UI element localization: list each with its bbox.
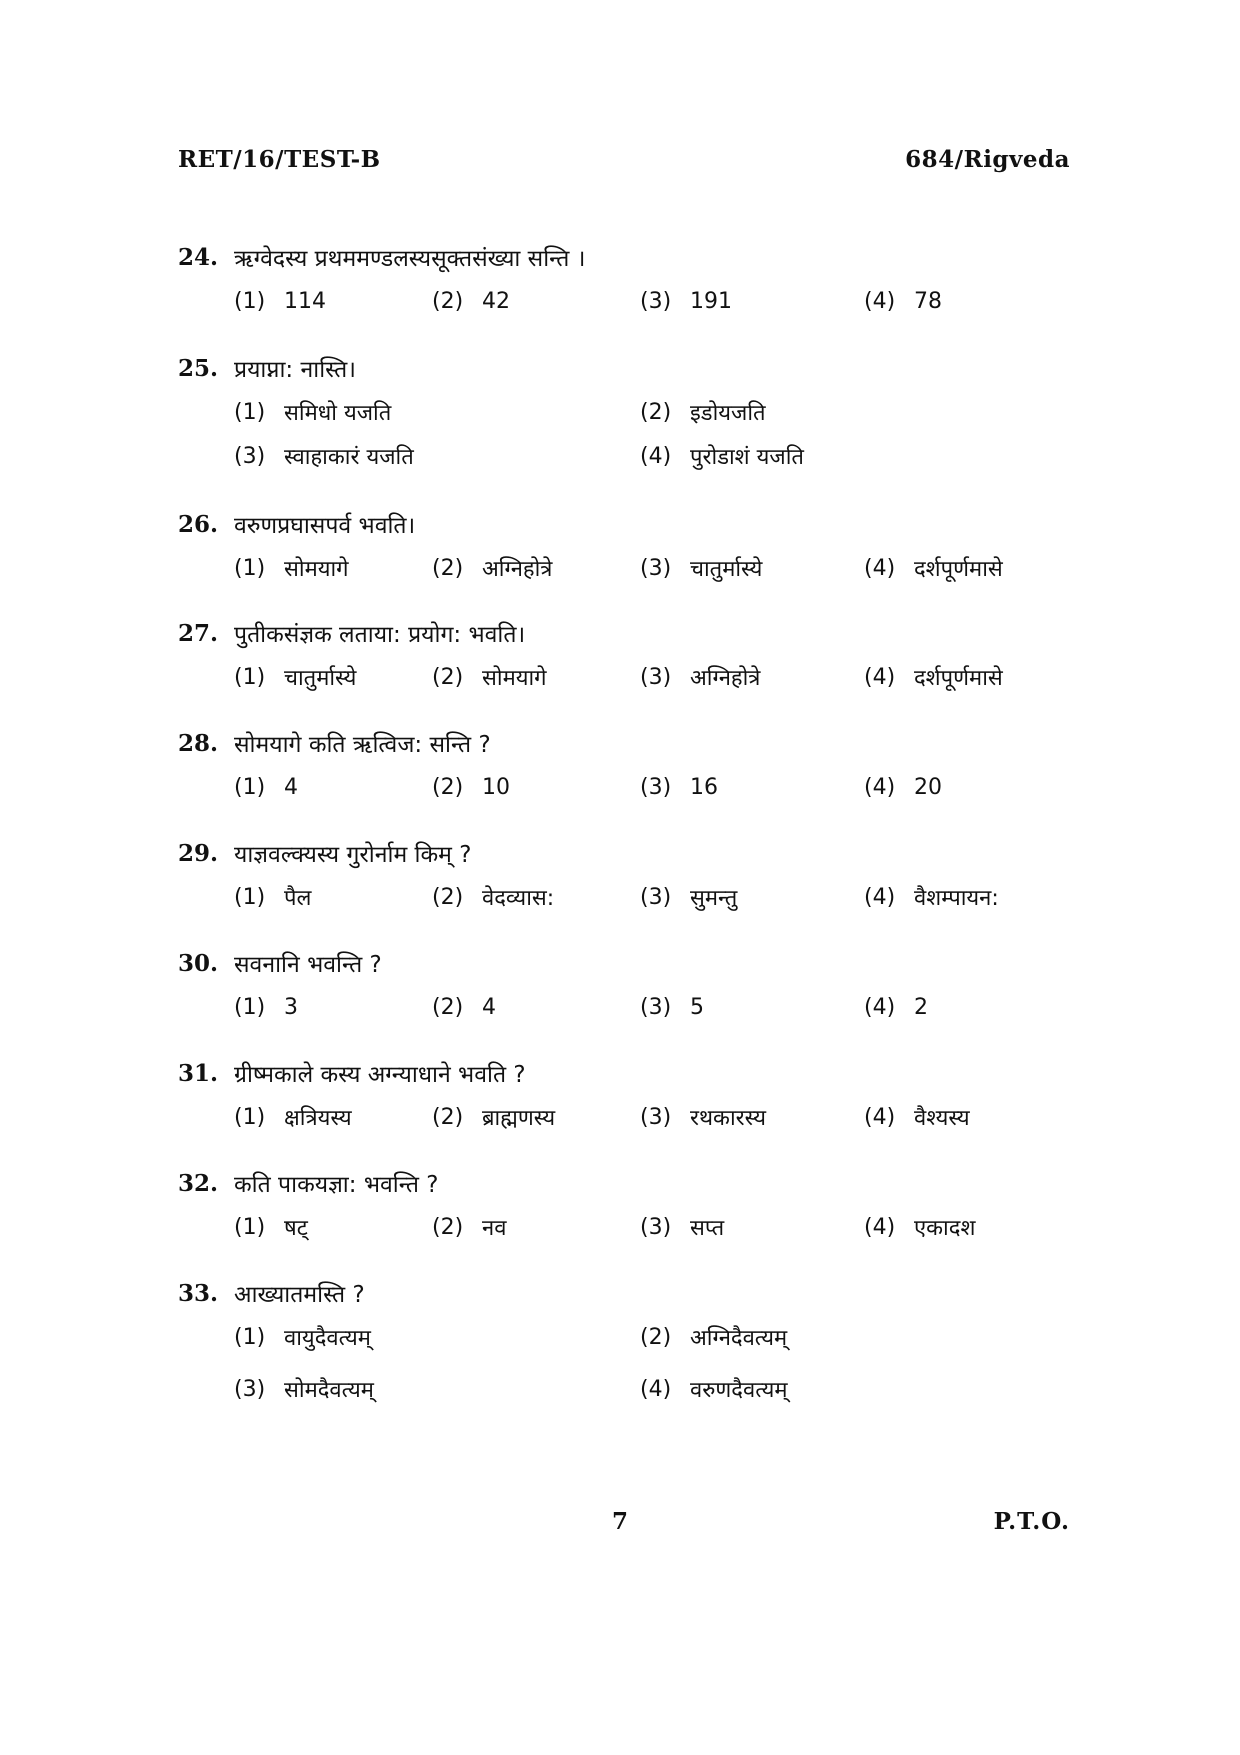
question-30 <box>178 941 1078 1029</box>
option-2: (2) 10 <box>432 774 510 800</box>
option-2: (2) ब्राह्मणस्य <box>432 1104 556 1131</box>
question-31 <box>178 1051 1078 1139</box>
option-4: (4) वरुणदैवत्यम् <box>640 1376 788 1403</box>
question-29 <box>178 831 1078 919</box>
option-2: (2) अग्निदैवत्यम् <box>640 1324 788 1351</box>
options <box>234 985 1078 1029</box>
option-1: (1) समिधो यजति <box>234 399 392 426</box>
option-2: (2) वेदव्यास: <box>432 884 555 911</box>
option-1: (1) 114 <box>234 288 326 314</box>
options <box>234 546 1078 590</box>
option-4: (4) वैशम्पायन: <box>864 884 999 911</box>
options <box>234 1205 1078 1249</box>
question-number: 30. <box>178 949 219 977</box>
question-25 <box>178 346 1078 478</box>
question-text: ऋग्वेदस्य प्रथममण्डलस्यसूक्तसंख्या सन्ति । <box>234 246 586 272</box>
option-1: (1) चातुर्मास्ये <box>234 664 357 691</box>
option-3: (3) स्वाहाकारं यजति <box>234 443 414 470</box>
option-4: (4) पुरोडाशं यजति <box>640 443 804 470</box>
option-2: (2) नव <box>432 1214 507 1241</box>
question-24 <box>178 235 1078 323</box>
options <box>234 655 1078 699</box>
question-text: आख्यातमस्ति ? <box>234 1282 365 1308</box>
question-33 <box>178 1271 1078 1411</box>
option-3: (3) सोमदैवत्यम् <box>234 1376 374 1403</box>
option-4: (4) एकादश <box>864 1214 976 1241</box>
option-3: (3) चातुर्मास्ये <box>640 555 763 582</box>
question-number: 24. <box>178 243 219 271</box>
option-1: (1) षट् <box>234 1214 308 1241</box>
option-3: (3) रथकारस्य <box>640 1104 766 1131</box>
option-2: (2) 4 <box>432 994 496 1020</box>
option-2: (2) इडोयजति <box>640 399 766 426</box>
option-3: (3) अग्निहोत्रे <box>640 664 761 691</box>
question-number: 31. <box>178 1059 219 1087</box>
option-4: (4) 20 <box>864 774 942 800</box>
option-4: (4) वैश्यस्य <box>864 1104 970 1131</box>
question-32 <box>178 1161 1078 1249</box>
question-text: प्रयाप्ना: नास्ति। <box>234 357 356 383</box>
option-4: (4) 78 <box>864 288 942 314</box>
question-text: याज्ञवल्क्यस्य गुरोर्नाम किम् ? <box>234 842 472 868</box>
question-text: सोमयागे कति ऋत्विज: सन्ति ? <box>234 732 491 758</box>
option-4: (4) दर्शपूर्णमासे <box>864 555 1003 582</box>
option-3: (3) 191 <box>640 288 732 314</box>
options <box>234 1315 1078 1411</box>
question-text: सवनानि भवन्ति ? <box>234 952 382 978</box>
question-number: 26. <box>178 510 219 538</box>
options <box>234 390 1078 478</box>
option-1: (1) 3 <box>234 994 298 1020</box>
question-number: 27. <box>178 619 219 647</box>
question-number: 29. <box>178 839 219 867</box>
question-text: ग्रीष्मकाले कस्य अग्न्याधाने भवति ? <box>234 1062 526 1088</box>
option-4: (4) 2 <box>864 994 928 1020</box>
question-number: 32. <box>178 1169 219 1197</box>
options <box>234 875 1078 919</box>
question-number: 28. <box>178 729 219 757</box>
option-3: (3) 16 <box>640 774 718 800</box>
question-number: 25. <box>178 354 219 382</box>
option-1: (1) सोमयागे <box>234 555 349 582</box>
option-2: (2) सोमयागे <box>432 664 547 691</box>
question-26 <box>178 502 1078 590</box>
option-3: (3) 5 <box>640 994 704 1020</box>
option-4: (4) दर्शपूर्णमासे <box>864 664 1003 691</box>
option-3: (3) सुमन्तु <box>640 884 738 911</box>
option-2: (2) 42 <box>432 288 510 314</box>
option-2: (2) अग्निहोत्रे <box>432 555 553 582</box>
option-1: (1) पैल <box>234 884 312 911</box>
subject-code: 684/Rigveda <box>905 146 1070 173</box>
option-1: (1) 4 <box>234 774 298 800</box>
question-27 <box>178 611 1078 699</box>
question-text: पुतीकसंज्ञक लताया: प्रयोग: भवति। <box>234 622 526 648</box>
page-number: 7 <box>612 1508 629 1535</box>
question-number: 33. <box>178 1279 219 1307</box>
question-text: वरुणप्रघासपर्व भवति। <box>234 513 416 539</box>
options <box>234 1095 1078 1139</box>
question-28 <box>178 721 1078 809</box>
options <box>234 765 1078 809</box>
please-turn-over: P.T.O. <box>993 1508 1070 1535</box>
options <box>234 279 1078 323</box>
paper-code: RET/16/TEST-B <box>178 146 381 173</box>
option-1: (1) वायुदैवत्यम् <box>234 1324 371 1351</box>
option-3: (3) सप्त <box>640 1214 725 1241</box>
question-text: कति पाकयज्ञा: भवन्ति ? <box>234 1172 439 1198</box>
option-1: (1) क्षत्रियस्य <box>234 1104 352 1131</box>
